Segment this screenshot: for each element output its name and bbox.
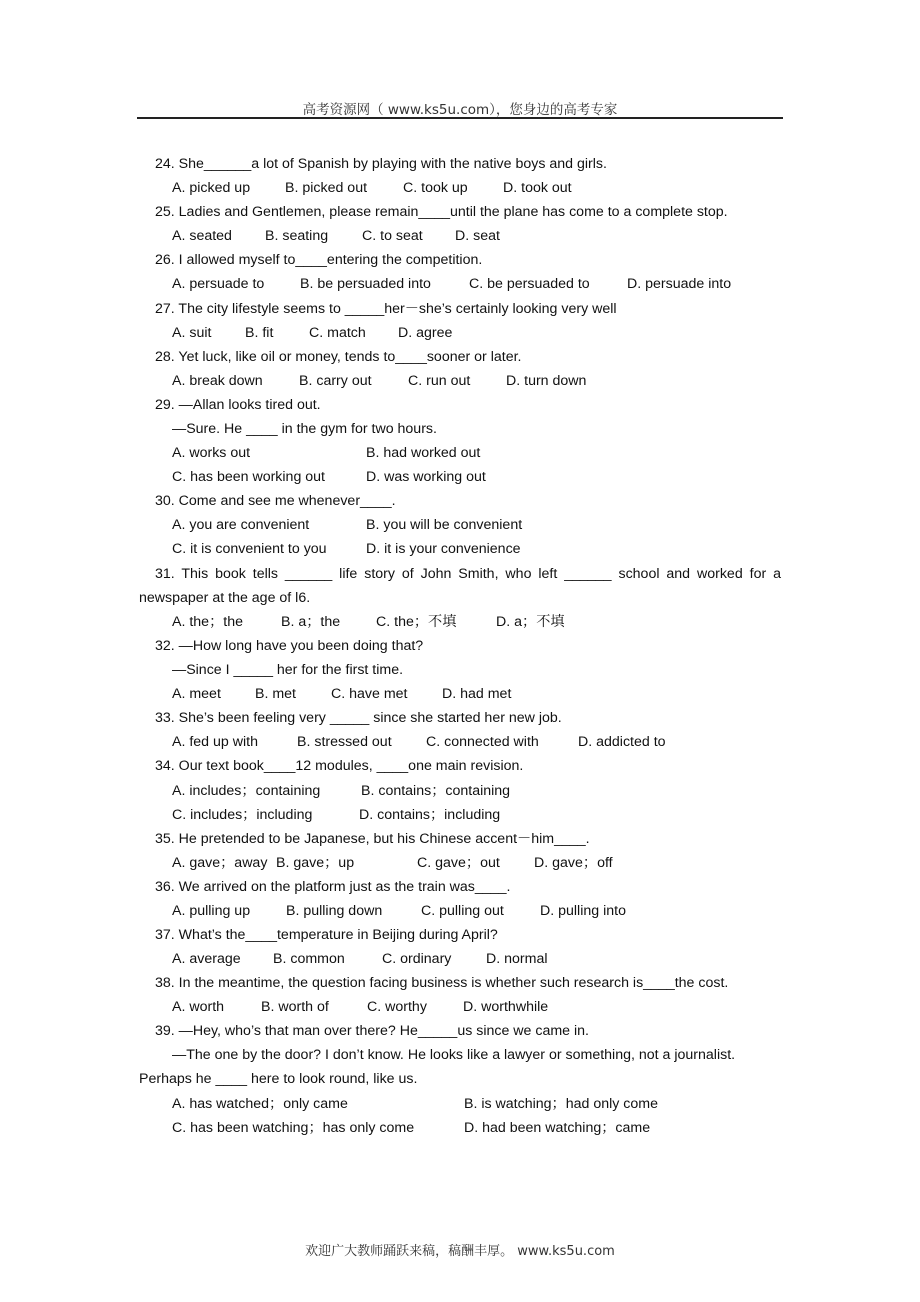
option-b: B. carry out: [299, 373, 372, 389]
option-a: A. includes；containing: [172, 783, 321, 799]
option-d: D. gave；off: [534, 855, 613, 871]
question-stem-continued: newspaper at the age of l6.: [139, 590, 311, 606]
option-b: B. worth of: [261, 999, 329, 1015]
option-b: B. common: [273, 951, 345, 967]
option-b: B. picked out: [285, 180, 368, 196]
option-d: D. addicted to: [578, 734, 666, 750]
option-c: C. to seat: [362, 228, 423, 244]
option-b: B. is watching；had only come: [464, 1096, 658, 1112]
option-d: D. persuade into: [627, 276, 732, 292]
question-stem-reply: —The one by the door? I don’t know. He looks like a lawyer or something, not a journalist.: [172, 1047, 736, 1063]
option-c: C. has been working out: [172, 469, 326, 485]
option-a: A. picked up: [172, 180, 251, 196]
option-b: B. pulling down: [286, 903, 383, 919]
question-stem: 35. He pretended to be Japanese, but his Chinese accent－him____.: [155, 831, 590, 847]
option-b: B. gave；up: [276, 855, 355, 871]
question-stem: 33. She’s been feeling very _____ since she started her new job.: [155, 710, 562, 726]
option-d: D. had met: [442, 686, 512, 702]
option-a: A. works out: [172, 445, 251, 461]
option-d: D. contains；including: [359, 807, 501, 823]
option-c: C. it is convenient to you: [172, 541, 327, 557]
option-b: B. a；the: [281, 614, 341, 630]
option-d: D. seat: [455, 228, 500, 244]
question-stem: 36. We arrived on the platform just as the train was____.: [155, 879, 511, 895]
option-c: C. run out: [408, 373, 471, 389]
header-divider: [137, 117, 783, 119]
option-a: A. gave；away: [172, 855, 268, 871]
option-c: C. took up: [403, 180, 468, 196]
option-b: B. seating: [265, 228, 329, 244]
option-d: D. worthwhile: [463, 999, 549, 1015]
option-a: A. suit: [172, 325, 212, 341]
option-b: B. stressed out: [297, 734, 392, 750]
option-d: D. pulling into: [540, 903, 626, 919]
option-d: D. had been watching；came: [464, 1120, 651, 1136]
option-a: A. average: [172, 951, 241, 967]
option-c: C. the；不填: [376, 614, 457, 630]
option-a: A. pulling up: [172, 903, 251, 919]
question-stem: 39. —Hey, who’s that man over there? He_____us since we came in.: [155, 1023, 589, 1039]
option-b: B. you will be convenient: [366, 517, 523, 533]
option-b: B. be persuaded into: [300, 276, 431, 292]
option-d: D. took out: [503, 180, 572, 196]
question-stem: 38. In the meantime, the question facing business is whether such research is____the cost.: [155, 975, 729, 991]
option-c: C. ordinary: [382, 951, 452, 967]
option-d: D. turn down: [506, 373, 587, 389]
option-c: C. pulling out: [421, 903, 504, 919]
question-stem-reply: —Since I _____ her for the first time.: [172, 662, 404, 678]
question-stem-continued: Perhaps he ____ here to look round, like us.: [139, 1071, 418, 1087]
option-b: B. contains；containing: [361, 783, 511, 799]
question-stem: 28. Yet luck, like oil or money, tends to____sooner or later.: [155, 349, 522, 365]
option-d: D. was working out: [366, 469, 486, 485]
option-d: D. a；不填: [496, 614, 565, 630]
option-b: B. met: [255, 686, 296, 702]
question-stem: 32. —How long have you been doing that?: [155, 638, 424, 654]
question-stem: 34. Our text book____12 modules, ____one main revision.: [155, 758, 524, 774]
option-a: A. worth: [172, 999, 225, 1015]
question-stem: 26. I allowed myself to____entering the competition.: [155, 252, 483, 268]
question-stem-reply: —Sure. He ____ in the gym for two hours.: [172, 421, 437, 437]
page-footer: 欢迎广大教师踊跃来稿，稿酬丰厚。 www.ks5u.com: [305, 1244, 615, 1259]
option-c: C. be persuaded to: [469, 276, 590, 292]
option-c: C. match: [309, 325, 366, 341]
option-d: D. it is your convenience: [366, 541, 521, 557]
question-stem: 31. This book tells ______ life story of John Smith, who left ______ school and worked for a: [155, 566, 781, 582]
option-b: B. had worked out: [366, 445, 481, 461]
option-c: C. have met: [331, 686, 408, 702]
option-a: A. fed up with: [172, 734, 258, 750]
option-a: A. seated: [172, 228, 232, 244]
option-d: D. normal: [486, 951, 548, 967]
option-c: C. connected with: [426, 734, 539, 750]
question-stem: 37. What’s the____temperature in Beijing during April?: [155, 927, 498, 943]
option-a: A. has watched；only came: [172, 1096, 348, 1112]
option-c: C. worthy: [367, 999, 427, 1015]
option-a: A. break down: [172, 373, 263, 389]
option-a: A. the；the: [172, 614, 243, 630]
option-a: A. persuade to: [172, 276, 265, 292]
option-c: C. has been watching；has only come: [172, 1120, 415, 1136]
option-b: B. fit: [245, 325, 274, 341]
option-a: A. you are convenient: [172, 517, 310, 533]
question-stem: 24. She______a lot of Spanish by playing with the native boys and girls.: [155, 156, 607, 172]
option-c: C. includes；including: [172, 807, 313, 823]
header-text: 高考资源网（ www.ks5u.com），您身边的高考专家: [302, 102, 618, 118]
question-stem: 30. Come and see me whenever____.: [155, 493, 396, 509]
question-stem: 25. Ladies and Gentlemen, please remain____until the plane has come to a complete stop.: [155, 204, 728, 220]
option-d: D. agree: [398, 325, 453, 341]
option-a: A. meet: [172, 686, 221, 702]
question-stem: 27. The city lifestyle seems to _____her－she’s certainly looking very well: [155, 301, 617, 317]
option-c: C. gave；out: [417, 855, 500, 871]
question-stem: 29. —Allan looks tired out.: [155, 397, 321, 413]
